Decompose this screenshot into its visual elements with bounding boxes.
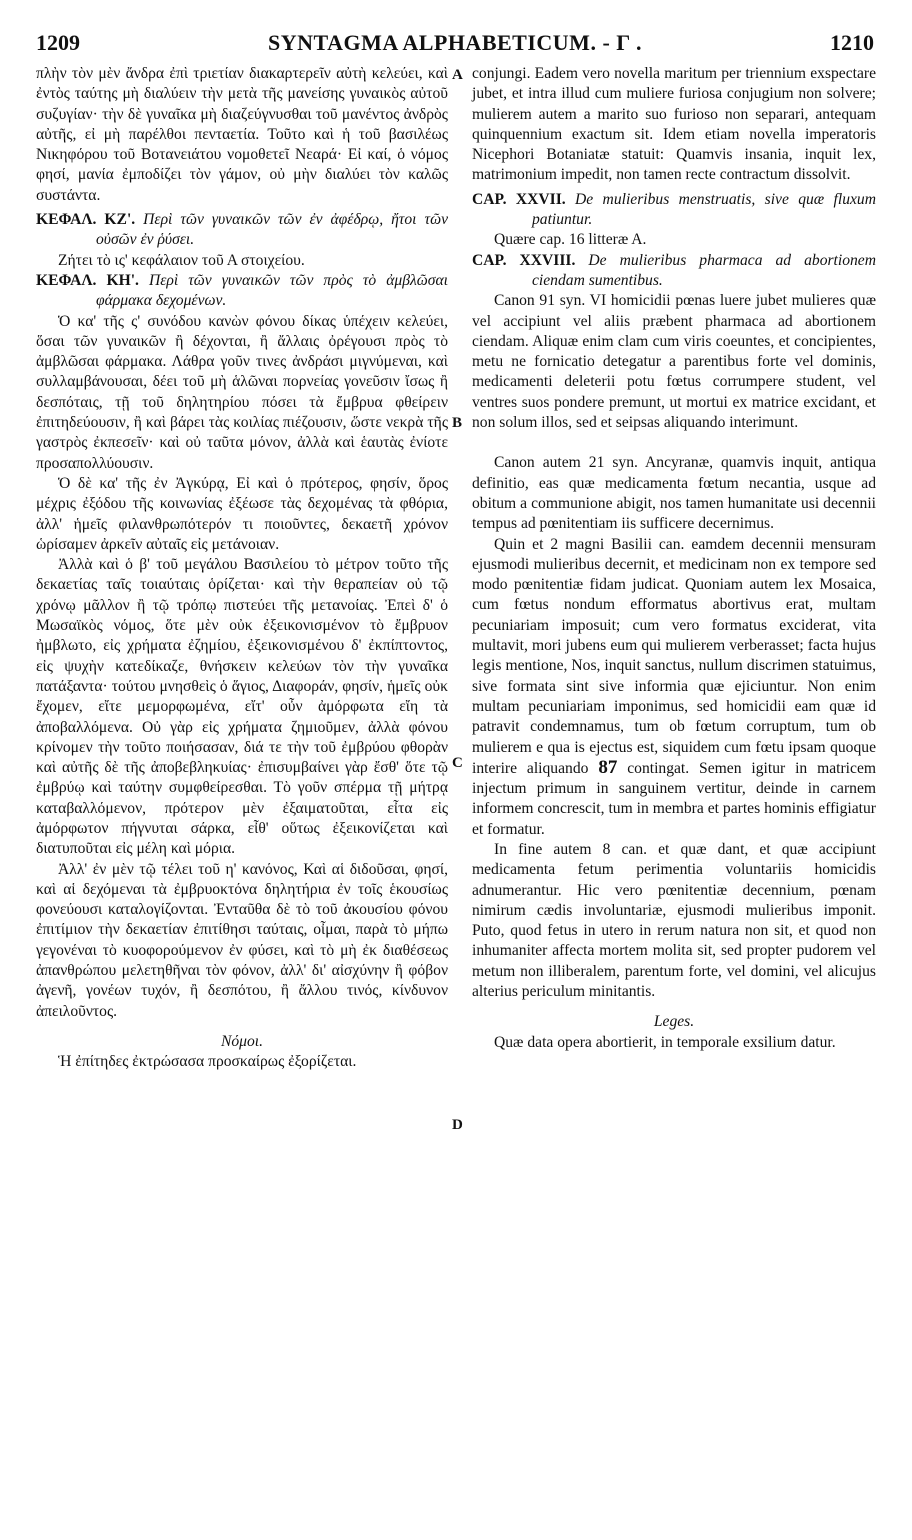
latin-paragraph-part: Quin et 2 magni Basilii can. eamdem decennii mensuram ejusmodi mulieribus decernit, et medicinam non ex tempore sed modo pœnitentiæ fidam judicat. Quoniam autem lex Mosaica, cum fœtus nondum efformatus abortivus erat, multam pecuniariam imposuit; cum vero formatus exciderat, vita multavit, mori jubens eum qui mulierem verberasset; facta hujus legis mentione, Nos, inquit sanctus, nullum discrimen statuimus, sive formata sint sive informia quæ ejiciuntur. Non enim multam pecuniariam imponimus, sed homicidii eam quæ id patravit condemnamus, tum ob fœtum corruptum, tum ob mulierem e qua is ejectus est, siquidem cum fœtu ipsam quoque interire aliquando — [472, 535, 876, 777]
greek-chapter-27-label: ΚΕΦΑΛ. ΚΖ'. — [36, 211, 136, 229]
greek-chapter-28-label: ΚΕΦΑΛ. ΚΗ'. — [36, 271, 139, 289]
latin-chapter-27-title: De mulieribus menstruatis, sive quæ fluxum patiuntur. — [532, 190, 876, 229]
latin-chapter-28-title: De mulieribus pharmaca ad abortionem ciendam sumentibus. — [532, 251, 876, 289]
latin-chapter-27-heading — [472, 190, 876, 231]
margin-letter-d: D — [452, 1117, 463, 1133]
margin-letter-b: B — [452, 415, 463, 431]
left-page-number: 1209 — [36, 30, 80, 55]
greek-chapter-27-title: Περὶ τῶν γυναικῶν τῶν ἐν ἀφέδρῳ, ἤτοι τῶν οὐσῶν ἐν ῥύσει. — [96, 211, 448, 249]
greek-paragraph: Ὁ δὲ κα' τῆς ἐν Ἀγκύρᾳ, Εἰ καὶ ὁ πρότερος, φησίν, ὅρος μέχρις ἐξόδου τῆς κοινωνίας ἐξέωσε τὰς δεχομένας τὰ φθόρια, ἀλλ' ἡμεῖς φιλανθρωπότερόν τι ποιοῦντες, δεκαετῆ χρόνον ὡρίσαμεν ἀρκεῖν αὐταῖς εἰς μετάνοιαν. — [36, 474, 448, 553]
greek-paragraph: Ἀλλὰ καὶ ὁ β' τοῦ μεγάλου Βασιλείου τὸ μέτρον τοῦτο τῆς δεκαετίας ταῖς τοιαύταις ὁρίζεται· καὶ τὴν θεραπείαν οὐ τῷ χρόνῳ μᾶλλον ἢ τῷ τρόπῳ πιστεύει τῆς μετανοίας. Ἐπεὶ δ' ὁ Μωσαϊκὸς νόμος, ὅτε μὲν οὐκ ἐξεικονισμένον τὸ ἔμβρυον ἠμβλωτο, εἰς χρήματα ἐζημίου, ἐξεικονισμένου δ' ἐκπίπτοντος, εἰς ψυχὴν κατεδίκαζε, θνήσκειν κελεύων τὸν τὴν γυναῖκα πατάξαντα· τούτου μνησθεὶς ὁ ἅγιος, Διαφοράν, φησίν, ἡμεῖς οὐκ ἔχομεν, εἴτε μεμορφωμένα, εἴτ' οὖν ἀμόρφωτα εἴη τὰ ἀποβαλλόμενα. Οὐ γὰρ εἰς χρήματα ζημιοῦμεν, ἀλλὰ φόνου κρίνομεν τὴν τοῦτο ποιήσασαν, διά τε τὴν τοῦ ἐμβρύου φθορὰν καὶ αὐτῆς δὲ τῆς ἀποβεβληκυίας· ἐπισυμβαίνει γὰρ ἔσθ' ὅτε τῷ ἐμβρύῳ καὶ ταύτην συμφθείρεσθαι. Τὸ γοῦν σπέρμα τῇ μήτρᾳ καταβαλλόμενον, πρότερον μὲν ἐξαιματοῦται, εἶτα εἰς ἀμόρφωτον πήγνυται σάρκα, εἶθ' οὕτως ἐξεικονίζεται καὶ διατυποῦται εἰς μέλη καὶ μόρια. — [36, 556, 448, 858]
greek-paragraph: πλὴν τὸν μὲν ἄνδρα ἐπὶ τριετίαν διακαρτερεῖν αὐτὴ κελεύει, καὶ ἐντὸς ταύτης μὴ διαλύειν τὴν μετὰ τῆς μανείσης γυναικὸς αὐτοῦ συζυγίαν· τὴν δὲ γυναῖκα μὴ διαζεύγνυσθαι τοῦ μανέντος ἀνδρὸς αὐτῆς, εἰ μὴ παρέλθοι πενταετία. Τοῦτο καὶ ἡ τοῦ βασιλέως Νικηφόρου τοῦ Βοτανειάτου νομοθετεῖ Νεαρά· Εἰ καί, ὁ νόμος φησί, μανία ἐμποδίζει τὸν γάμον, οὐ μὴν διαλύει τὸν καλῶς συστάντα. — [36, 65, 448, 204]
latin-cross-reference: Quære cap. 16 litteræ A. — [494, 231, 647, 249]
latin-paragraph: In fine autem 8 can. et quæ dant, et quæ accipiunt medicamenta fetum perimentia voluntariis homicidis adnumerantur. Hic vero pœnitentiæ decennium, pœnam nimirum cædis involuntariæ, ejusmodi mulieribus imponit. Puto, quod fetus in utero in rerum natura non sit, et quod non inhumaniter affecta mortem molita sit, sed propter pudorem vel metum non illiberalem, parentum forte, vel domini, vel alicujus alterius periculum minitantis. — [472, 840, 876, 1001]
greek-paragraph: Ἡ ἐπίτηδες ἐκτρώσασα προσκαίρως ἐξορίζεται. — [58, 1053, 357, 1071]
right-page-number: 1210 — [830, 30, 874, 55]
latin-section-heading — [472, 1012, 876, 1032]
page-header — [36, 30, 874, 64]
greek-section-heading — [36, 1032, 448, 1052]
latin-chapter-28-label: CAP. XXVIII. — [472, 251, 576, 269]
latin-paragraph: Quæ data opera abortierit, in temporale exsilium datur. — [494, 1033, 836, 1051]
greek-column — [36, 64, 448, 1073]
greek-chapter-28-heading — [36, 271, 448, 312]
margin-letter-c: C — [452, 755, 463, 771]
latin-paragraph: Canon autem 21 syn. Ancyranæ, quamvis inquit, antiqua definitio, eas quæ medicamenta fœtum necantia, usque ad obitum a communione abigit, nos tamen humanitate usi decennii tempus ad pœnitentiam iis sufficere decernimus. — [472, 454, 876, 533]
greek-paragraph: Ἀλλ' ἐν μὲν τῷ τέλει τοῦ η' κανόνος, Καὶ αἱ διδοῦσαι, φησί, καὶ αἱ δεχόμεναι τὰ ἐμβρυοκτόνα δηλητήρια ἐν τοῖς ἑκουσίως φονεύουσι καταλογίζονται. Ἐνταῦθα δὲ τὸ τοῦ ἀκουσίου φόνου ἐπιτίμιον τὴν δεκαετίαν ἐπιτίθησι ταύταις, οἶμαι, παρὰ τὸ μήπω γεγονέναι τὸ κυοφορούμενον ἐν φύσει, καὶ τὸ μὴ ἐκ διαθέσεως ἀπανθρώπου μελετηθῆναι τὸν φόνον, ἀλλ' δι' αἰσχύνην ἢ φόβον ἀγενῆ, γονέων τυχόν, ἢ δεσπότου, ἢ ἄλλου τινός, κίνδυνον ἀπειλοῦντος. — [36, 860, 448, 1020]
greek-paragraph: Ὁ κα' τῆς ς' συνόδου κανὼν φόνου δίκας ὑπέχειν κελεύει, ὅσαι τῶν γυναικῶν ἢ δέχονται, ἢ ἄλλαις ὀρέγουσι πρὸς τὸ ἀμβλῶσαι φάρμακα. Λάθρα γοῦν τινες ἀνδράσι μιγνύμεναι, καὶ συλλαμβάνουσαι, δέει τοῦ μὴ ἁλῶναι πορνείας γονεῦσιν ἴσως ἢ δεσπόταις, τῇ τοῦ δηλητηρίου πόσει τὰ ἔμβρυα φθείρειν ἐπιτηδεύουσιν, ἢ καὶ βάρει τὰς κοιλίας πιέζουσιν, ὥστε νεκρὰ τῆς γαστρὸς ἐκπεσεῖν· καὶ οὐ ταῦτα μόνον, ἀλλὰ καὶ ἑαυτὰς ἐνίοτε προσαπολλύουσιν. — [36, 312, 448, 472]
running-title: SYNTAGMA ALPHABETICUM. - Γ . — [268, 30, 642, 55]
column-number: 87 — [598, 756, 618, 778]
greek-section-heading-text: Νόμοι. — [220, 1032, 264, 1050]
latin-section-heading-text: Leges. — [653, 1013, 695, 1031]
latin-paragraph — [472, 535, 876, 840]
latin-paragraph: conjungi. Eadem vero novella maritum per triennium exspectare jubet, et intra illud cum muliere furiosa conjugium non solvere; mulierem autem a marito suo furioso non separari, antequam quinquennium exactum sit. Idem etiam novella imperatoris Nicephori Botaniatæ statuit: Quamvis insania, inquit lex, matrimonium impedit, non tamen recte contractum dissolvit. — [472, 65, 876, 184]
latin-chapter-27-label: CAP. XXVII. — [472, 190, 566, 208]
greek-chapter-28-title: Περὶ τῶν γυναικῶν τῶν πρὸς τὸ ἀμβλῶσαι φάρμακα δεχομένων. — [96, 271, 448, 310]
greek-chapter-27-heading — [36, 210, 448, 251]
latin-column — [472, 64, 876, 1053]
latin-paragraph: Canon 91 syn. VI homicidii pœnas luere jubet mulieres quæ vel accipiunt vel aliis præbent pharmaca ad abortionem ciendam. Aliquæ enim clam cum viris coeuntes, et concipientes, metu ne fornicatio detegatur a parentibus forte vel dominis, medicamenti deleterii potu fœtus corrumpere student, vel ventres suos pondere premunt, ut mortui ex matrice excidant, et non solum illos, sed et seipsas aliquando interimunt. — [472, 292, 876, 432]
latin-chapter-28-heading — [472, 251, 876, 292]
latin-paragraph-part: contingat. Semen igitur in matricem injectum primum in sanguinem vertitur, deinde in carnem informem concrescit, tum in membra et partes hominis effigiatur et formatur. — [472, 759, 876, 838]
margin-letter-a: A — [452, 67, 463, 83]
greek-cross-reference: Ζήτει τὸ ις' κεφάλαιον τοῦ Α στοιχείου. — [58, 251, 305, 269]
